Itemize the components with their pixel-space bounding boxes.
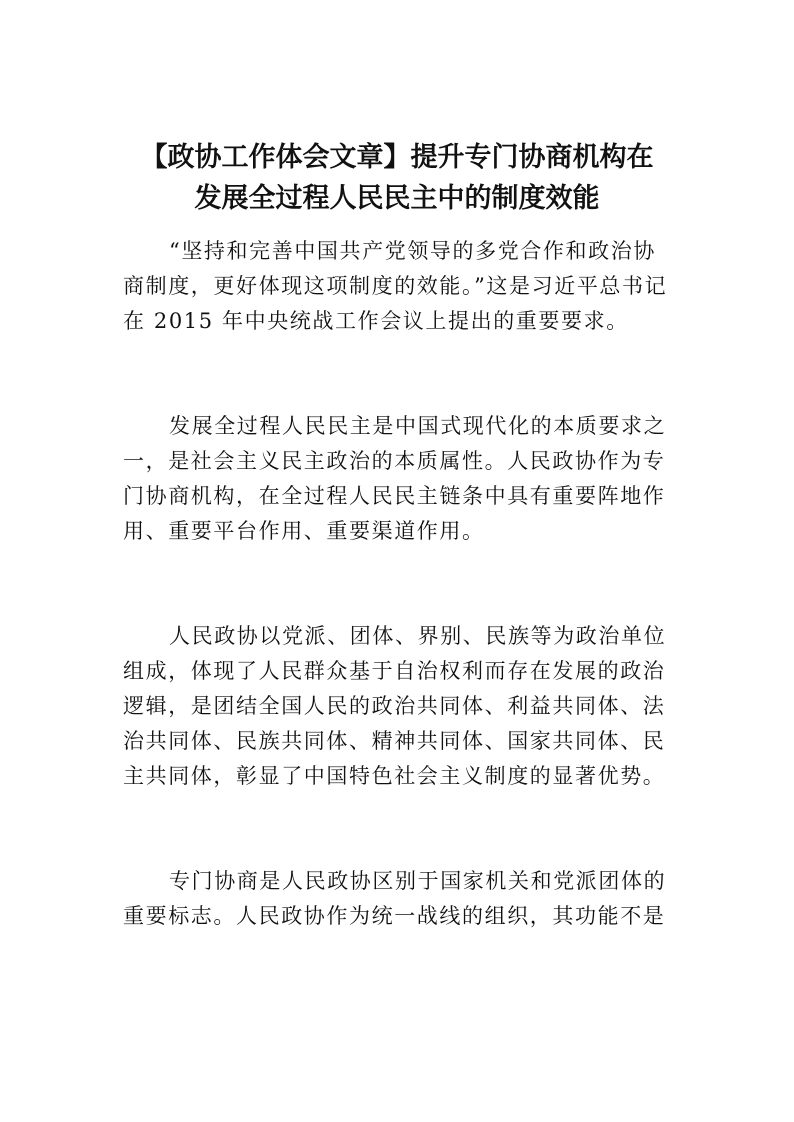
paragraph-line: “坚持和完善中国共产党领导的多党合作和政治协 <box>169 239 656 263</box>
paragraph-line: 专门协商是人民政协区别于国家机关和党派团体的 <box>169 869 667 893</box>
paragraph-line: 重要标志。人民政协作为统一战线的组织，其功能不是 <box>123 904 666 928</box>
paragraph-line: 发展全过程人民民主是中国式现代化的本质要求之 <box>169 414 667 438</box>
paragraph-line: 主共同体，彰显了中国特色社会主义制度的显著优势。 <box>123 764 666 788</box>
paragraph-line: 治共同体、民族共同体、精神共同体、国家共同体、民 <box>123 729 666 753</box>
paragraph-line: 组成，体现了人民群众基于自治权利而存在发展的政治 <box>123 659 666 683</box>
paragraph-line: 逻辑，是团结全国人民的政治共同体、利益共同体、法 <box>123 694 666 718</box>
title-line-1: 【政协工作体会文章】提升专门协商机构在 <box>140 142 654 173</box>
paragraph-4 <box>123 864 675 934</box>
title-line-2: 发展全过程人民民主中的制度效能 <box>194 183 600 214</box>
paragraph-line: 用、重要平台作用、重要渠道作用。 <box>123 519 485 543</box>
document-body <box>123 234 675 1004</box>
paragraph-3 <box>123 619 675 794</box>
paragraph-2 <box>123 409 675 549</box>
paragraph-line: 人民政协以党派、团体、界别、民族等为政治单位 <box>169 624 667 648</box>
paragraph-line: 在 2015 年中央统战工作会议上提出的重要要求。 <box>123 309 629 333</box>
paragraph-line: 商制度，更好体现这项制度的效能。”这是习近平总书记 <box>123 274 668 298</box>
paragraph-line: 一，是社会主义民主政治的本质属性。人民政协作为专 <box>123 449 666 473</box>
document-title <box>100 137 694 219</box>
paragraph-1 <box>123 234 675 339</box>
paragraph-line: 门协商机构，在全过程人民民主链条中具有重要阵地作 <box>123 484 666 508</box>
